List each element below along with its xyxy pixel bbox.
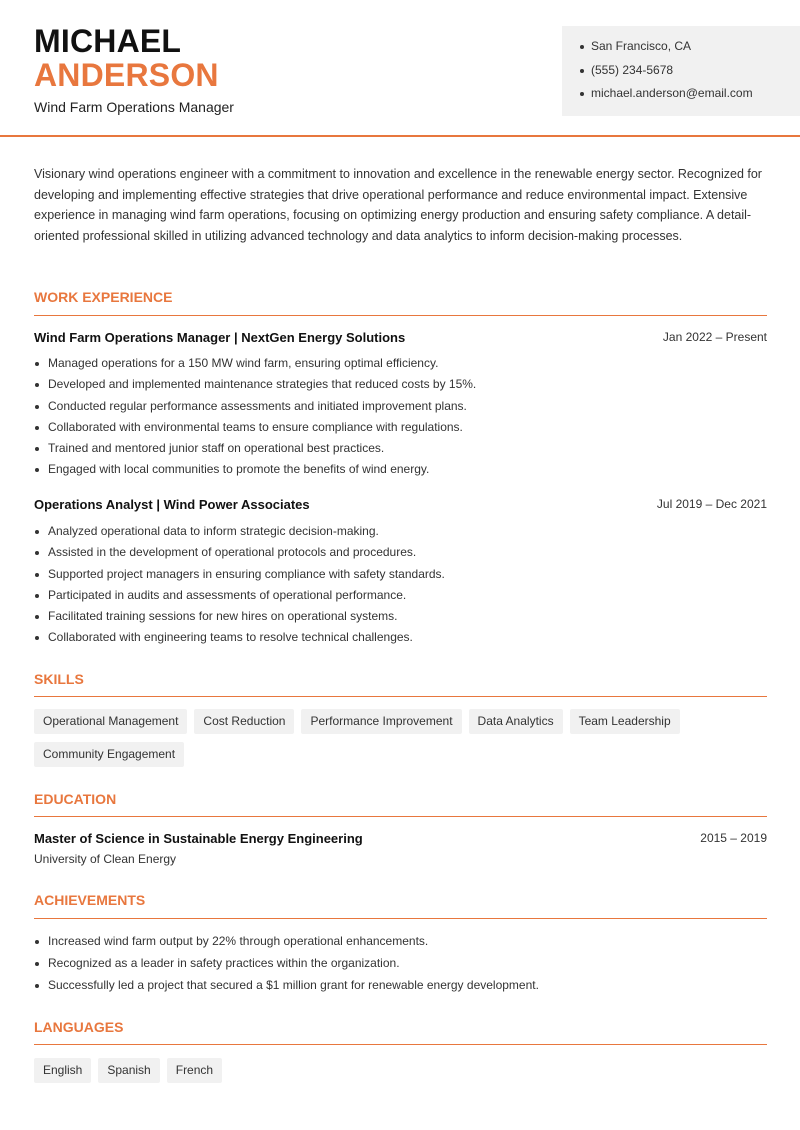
contact-email <box>580 86 800 110</box>
language-tag: French <box>167 1058 222 1083</box>
bullet-icon <box>35 426 39 430</box>
bullet-icon <box>35 405 39 409</box>
bullet-text: Managed operations for a 150 MW wind farm, ensuring optimal efficiency. <box>48 356 439 370</box>
professional-summary: Visionary wind operations engineer with a commitment to innovation and excellence in the renewable energy sector. Recognized for developing and implementing effective strategies that drive operational performance and reduce environmental impact. Extensive experience in managing wind farm operations, focusing on optimizing energy production and ensuring safety compliance. A detail-oriented professional skilled in utilizing advanced technology and data analytics to inform decision-making processes. <box>34 167 762 243</box>
contact-email-text: michael.anderson@email.com <box>591 86 753 100</box>
section-divider <box>34 1044 767 1045</box>
job-bullets <box>34 356 767 484</box>
list-item <box>34 588 767 609</box>
list-item <box>34 420 767 441</box>
bullet-text: Successfully led a project that secured a $1 million grant for renewable energy development. <box>48 978 539 992</box>
candidate-name <box>34 24 219 92</box>
bullet-icon <box>580 69 584 73</box>
contact-phone <box>580 63 800 87</box>
resume-header <box>0 0 800 137</box>
bullet-text: Facilitated training sessions for new hires on operational systems. <box>48 609 398 624</box>
list-item <box>34 934 767 956</box>
job-role: Operations Analyst | Wind Power Associates <box>34 497 310 512</box>
bullet-icon <box>35 615 39 619</box>
list-item <box>34 399 767 420</box>
contact-phone-text: (555) 234-5678 <box>591 62 674 77</box>
skill-tag: Team Leadership <box>570 709 680 734</box>
contact-location <box>580 39 800 63</box>
contact-location-text: San Francisco, CA <box>591 39 692 53</box>
bullet-text: Trained and mentored junior staff on operational best practices. <box>48 441 385 456</box>
job-title: Wind Farm Operations Manager <box>34 99 234 115</box>
language-tag: English <box>34 1058 91 1083</box>
job-dates: Jan 2022 – Present <box>662 330 767 344</box>
bullet-text: Conducted regular performance assessments and initiated improvement plans. <box>48 398 467 413</box>
skill-tag: Data Analytics <box>469 709 563 734</box>
bullet-icon <box>35 636 39 640</box>
bullet-text: Analyzed operational data to inform strategic decision-making. <box>48 524 379 538</box>
first-name: MICHAEL <box>34 23 182 59</box>
language-tag: Spanish <box>98 1058 159 1083</box>
education-dates: 2015 – 2019 <box>700 831 767 845</box>
list-item <box>34 630 767 651</box>
skills-tags <box>34 709 774 767</box>
bullet-text: Increased wind farm output by 22% through operational enhancements. <box>48 934 429 948</box>
section-divider <box>34 918 767 919</box>
bullet-icon <box>35 962 39 966</box>
job-header <box>34 497 767 512</box>
list-item <box>34 441 767 462</box>
list-item <box>34 524 767 545</box>
section-title-work: WORK EXPERIENCE <box>34 289 173 305</box>
bullet-text: Assisted in the development of operational protocols and procedures. <box>48 545 417 560</box>
section-title-languages: LANGUAGES <box>34 1019 124 1035</box>
bullet-icon <box>580 45 584 49</box>
achievement-bullets <box>34 934 767 1000</box>
bullet-text: Participated in audits and assessments of operational performance. <box>48 587 407 602</box>
bullet-icon <box>35 468 39 472</box>
list-item <box>34 545 767 566</box>
skill-tag: Community Engagement <box>34 742 184 767</box>
bullet-icon <box>35 447 39 451</box>
skill-tag: Cost Reduction <box>194 709 294 734</box>
skill-tag: Operational Management <box>34 709 187 734</box>
bullet-icon <box>35 530 39 534</box>
bullet-icon <box>35 383 39 387</box>
section-title-skills: SKILLS <box>34 671 84 687</box>
list-item <box>34 567 767 588</box>
bullet-text: Supported project managers in ensuring compliance with safety standards. <box>48 566 445 581</box>
degree: Master of Science in Sustainable Energy Engineering <box>34 831 363 846</box>
contact-box <box>562 26 800 116</box>
section-title-education: EDUCATION <box>34 791 117 807</box>
list-item <box>34 377 767 398</box>
bullet-text: Collaborated with engineering teams to resolve technical challenges. <box>48 630 413 645</box>
skill-tag: Performance Improvement <box>301 709 461 734</box>
last-name: ANDERSON <box>34 57 219 93</box>
bullet-icon <box>35 362 39 366</box>
bullet-icon <box>35 940 39 944</box>
section-divider <box>34 816 767 817</box>
list-item <box>34 956 767 978</box>
bullet-icon <box>35 984 39 988</box>
section-divider <box>34 696 767 697</box>
bullet-icon <box>35 594 39 598</box>
section-title-achievements: ACHIEVEMENTS <box>34 892 146 908</box>
list-item <box>34 356 767 377</box>
bullet-text: Engaged with local communities to promote the benefits of wind energy. <box>48 462 430 477</box>
list-item <box>34 462 767 483</box>
bullet-text: Recognized as a leader in safety practices within the organization. <box>48 956 400 970</box>
bullet-text: Collaborated with environmental teams to ensure compliance with regulations. <box>48 419 463 434</box>
bullet-icon <box>35 551 39 555</box>
section-divider <box>34 315 767 316</box>
school-name: University of Clean Energy <box>34 852 177 866</box>
job-dates: Jul 2019 – Dec 2021 <box>656 497 767 511</box>
list-item <box>34 609 767 630</box>
list-item <box>34 978 767 1000</box>
bullet-text: Developed and implemented maintenance strategies that reduced costs by 15%. <box>48 377 477 392</box>
job-header <box>34 330 767 345</box>
bullet-icon <box>580 92 584 96</box>
language-tags <box>34 1058 774 1083</box>
education-header <box>34 831 767 846</box>
job-bullets <box>34 524 767 652</box>
job-role: Wind Farm Operations Manager | NextGen Energy Solutions <box>34 330 406 345</box>
bullet-icon <box>35 573 39 577</box>
